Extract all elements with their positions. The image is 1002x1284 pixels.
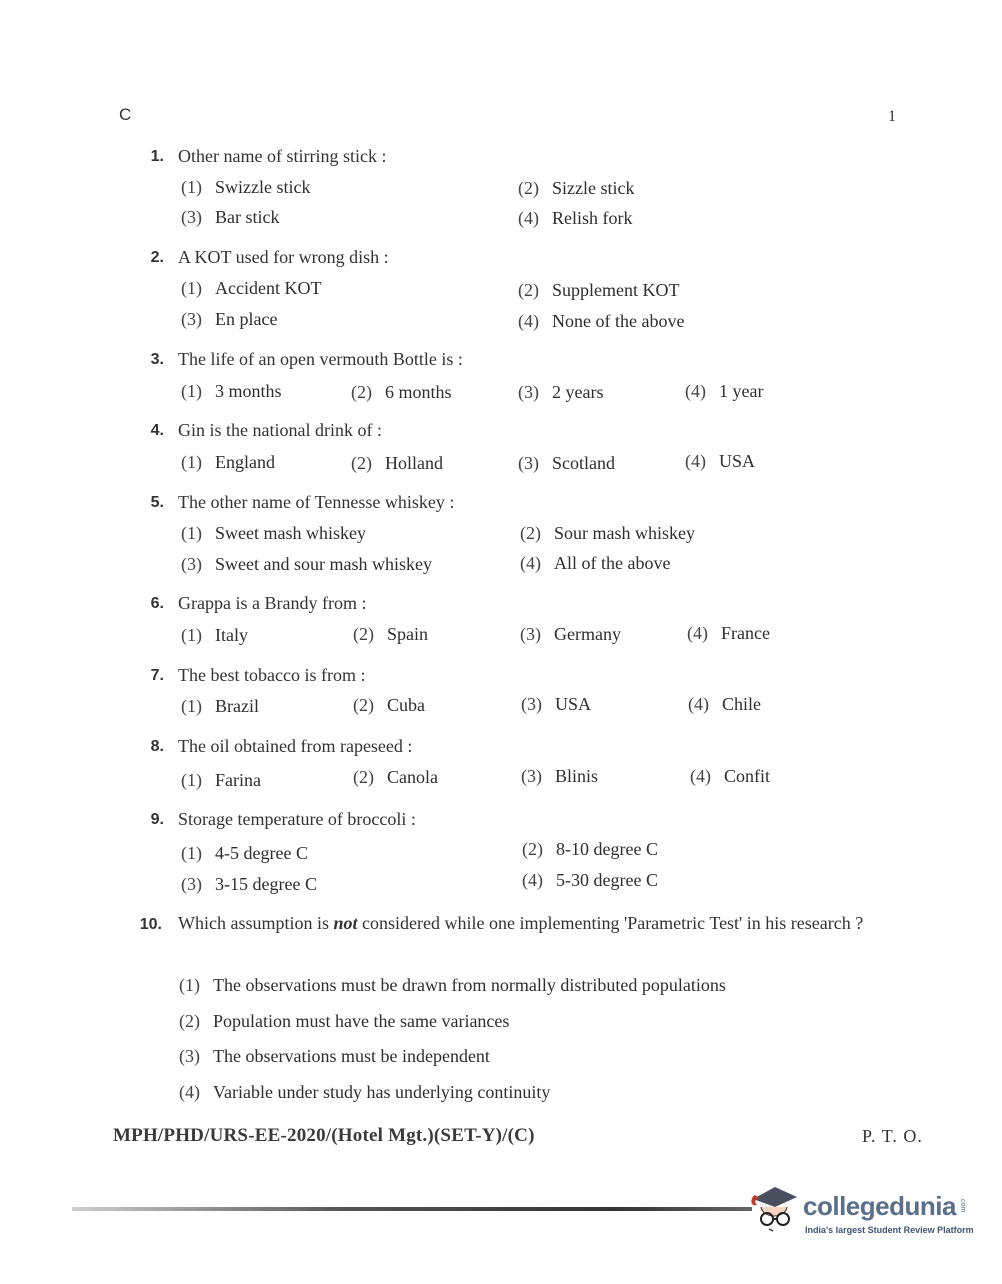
option-label: (3) [181, 207, 202, 227]
option-text: Population must have the same variances [213, 1011, 510, 1031]
option-label: (1) [181, 278, 202, 298]
q5-option-4 [520, 553, 670, 574]
option-text: 3-15 degree C [215, 874, 317, 894]
option-text: Variable under study has underlying continuity [213, 1082, 551, 1102]
option-label: (1) [181, 381, 202, 401]
q5-option-1 [181, 523, 366, 544]
option-label: (2) [522, 839, 543, 859]
option-label: (2) [351, 453, 372, 473]
question-number: 7. [150, 667, 164, 684]
option-text: The observations must be drawn from normally distributed populations [213, 975, 726, 995]
question-text: The oil obtained from rapeseed : [178, 736, 413, 756]
option-text: Supplement KOT [552, 280, 680, 300]
option-text: Chile [722, 694, 761, 714]
option-text: None of the above [552, 311, 685, 331]
q9-option-1 [181, 843, 308, 864]
option-label: (1) [181, 523, 202, 543]
option-text: Accident KOT [215, 278, 322, 298]
option-text: Holland [385, 453, 443, 473]
question-text-before: Which assumption is [178, 913, 334, 933]
option-text: France [721, 623, 770, 643]
question-number: 8. [150, 738, 164, 755]
option-label: (2) [351, 382, 372, 402]
option-text: Brazil [215, 696, 259, 716]
option-text: Farina [215, 770, 261, 790]
option-text: Blinis [555, 766, 599, 786]
question-number: 9. [150, 811, 164, 828]
q2-option-3 [181, 309, 277, 330]
q9-option-2 [522, 839, 658, 860]
q3-option-2 [351, 382, 452, 403]
option-text: 5-30 degree C [556, 870, 658, 890]
option-label: (1) [181, 177, 202, 197]
option-text: Sizzle stick [552, 178, 635, 198]
q6-option-1 [181, 625, 248, 646]
q9-option-4 [522, 870, 658, 891]
q6-option-3 [520, 624, 621, 645]
option-label: (3) [520, 624, 541, 644]
q7-option-2 [353, 695, 425, 716]
q1-option-1 [181, 177, 310, 198]
option-label: (2) [353, 767, 374, 787]
q1-option-3 [181, 207, 280, 228]
option-text: 3 months [215, 381, 282, 401]
option-label: (4) [688, 694, 709, 714]
question-text: Grappa is a Brandy from : [178, 593, 367, 613]
question-number: 10. [139, 916, 162, 933]
q8-option-1 [181, 770, 261, 791]
question-text: Other name of stirring stick : [178, 146, 387, 166]
q10-option-4 [179, 1082, 550, 1103]
option-label: (3) [521, 694, 542, 714]
option-label: (4) [685, 381, 706, 401]
q2-option-4 [518, 311, 684, 332]
option-label: (1) [179, 975, 200, 995]
q8-option-4 [690, 766, 770, 787]
option-text: 4-5 degree C [215, 843, 308, 863]
option-text: Italy [215, 625, 248, 645]
question-text: A KOT used for wrong dish : [178, 247, 389, 267]
q3-option-1 [181, 381, 282, 402]
question-text: The life of an open vermouth Bottle is : [178, 349, 463, 369]
option-label: (2) [353, 695, 374, 715]
q8-option-3 [521, 766, 598, 787]
q7-option-3 [521, 694, 591, 715]
option-label: (2) [179, 1011, 200, 1031]
question-number: 1. [150, 148, 164, 165]
option-label: (3) [521, 766, 542, 786]
option-label: (1) [181, 625, 202, 645]
q5-option-3 [181, 554, 432, 575]
option-label: (2) [518, 178, 539, 198]
logo-tagline: India's largest Student Review Platform [805, 1225, 974, 1235]
q3-option-3 [518, 382, 603, 403]
option-label: (1) [181, 696, 202, 716]
option-text: Swizzle stick [215, 177, 311, 197]
q7-option-1 [181, 696, 259, 717]
q1-option-2 [518, 178, 634, 199]
option-text: Confit [724, 766, 771, 786]
question-text [178, 908, 903, 939]
q4-option-4 [685, 451, 755, 472]
q2-option-2 [518, 280, 680, 301]
option-label: (4) [179, 1082, 200, 1102]
option-label: (4) [690, 766, 711, 786]
option-text: Spain [387, 624, 429, 644]
q10-option-3 [179, 1046, 490, 1067]
question-number: 2. [150, 249, 164, 266]
option-text: Relish fork [552, 208, 633, 228]
option-text: The observations must be independent [213, 1046, 490, 1066]
question-text: The other name of Tennesse whiskey : [178, 492, 455, 512]
option-label: (3) [181, 874, 202, 894]
q10-option-1 [179, 975, 726, 996]
option-text: Cuba [387, 695, 425, 715]
q4-option-2 [351, 453, 443, 474]
option-text: Sweet mash whiskey [215, 523, 366, 543]
option-label: (4) [687, 623, 708, 643]
option-text: USA [555, 694, 592, 714]
paper-code: MPH/PHD/URS-EE-2020/(Hotel Mgt.)(SET-Y)/(C) [113, 1125, 535, 1146]
option-text: 2 years [552, 382, 604, 402]
logo-wordmark: collegedunia [803, 1191, 956, 1221]
option-text: 6 months [385, 382, 452, 402]
q6-option-4 [687, 623, 770, 644]
option-label: (3) [179, 1046, 200, 1066]
option-text: Sour mash whiskey [554, 523, 695, 543]
option-text: Sweet and sour mash whiskey [215, 554, 432, 574]
page-number: 1 [888, 108, 896, 125]
q4-option-3 [518, 453, 615, 474]
question-text: The best tobacco is from : [178, 665, 366, 685]
option-label: (1) [181, 452, 202, 472]
option-text: Bar stick [215, 207, 280, 227]
option-text: England [215, 452, 275, 472]
question-number: 3. [150, 351, 164, 368]
option-text: Germany [554, 624, 621, 644]
question-number: 4. [150, 422, 164, 439]
option-text: Canola [387, 767, 438, 787]
pto-label: P. T. O. [862, 1126, 923, 1146]
option-text: En place [215, 309, 278, 329]
option-text: Scotland [552, 453, 615, 473]
q2-option-1 [181, 278, 321, 299]
option-label: (2) [518, 280, 539, 300]
question-number: 6. [150, 595, 164, 612]
option-label: (3) [181, 554, 202, 574]
option-text: 8-10 degree C [556, 839, 658, 859]
q4-option-1 [181, 452, 275, 473]
option-text: 1 year [719, 381, 764, 401]
set-code: C [119, 105, 132, 124]
collegedunia-logo[interactable] [745, 1183, 975, 1243]
question-text-emphasis: not [333, 913, 358, 933]
option-label: (4) [685, 451, 706, 471]
q10-option-2 [179, 1011, 509, 1032]
option-label: (3) [181, 309, 202, 329]
footer-divider [72, 1207, 752, 1211]
q7-option-4 [688, 694, 761, 715]
q9-option-3 [181, 874, 317, 895]
option-label: (4) [520, 553, 541, 573]
q3-option-4 [685, 381, 763, 402]
option-text: All of the above [554, 553, 671, 573]
option-label: (1) [181, 770, 202, 790]
question-text: Storage temperature of broccoli : [178, 809, 416, 829]
option-label: (4) [518, 208, 539, 228]
option-label: (2) [353, 624, 374, 644]
option-label: (1) [181, 843, 202, 863]
option-label: (3) [518, 453, 539, 473]
logo-domain: .com [959, 1197, 966, 1213]
option-label: (4) [518, 311, 539, 331]
question-text-after: considered while one implementing 'Parametric Test' in his research ? [357, 913, 864, 933]
q5-option-2 [520, 523, 695, 544]
option-label: (4) [522, 870, 543, 890]
mascot-icon [745, 1185, 801, 1233]
q1-option-4 [518, 208, 633, 229]
option-label: (3) [518, 382, 539, 402]
q6-option-2 [353, 624, 428, 645]
option-label: (2) [520, 523, 541, 543]
q8-option-2 [353, 767, 438, 788]
question-number: 5. [150, 494, 164, 511]
question-text: Gin is the national drink of : [178, 420, 382, 440]
option-text: USA [719, 451, 756, 471]
